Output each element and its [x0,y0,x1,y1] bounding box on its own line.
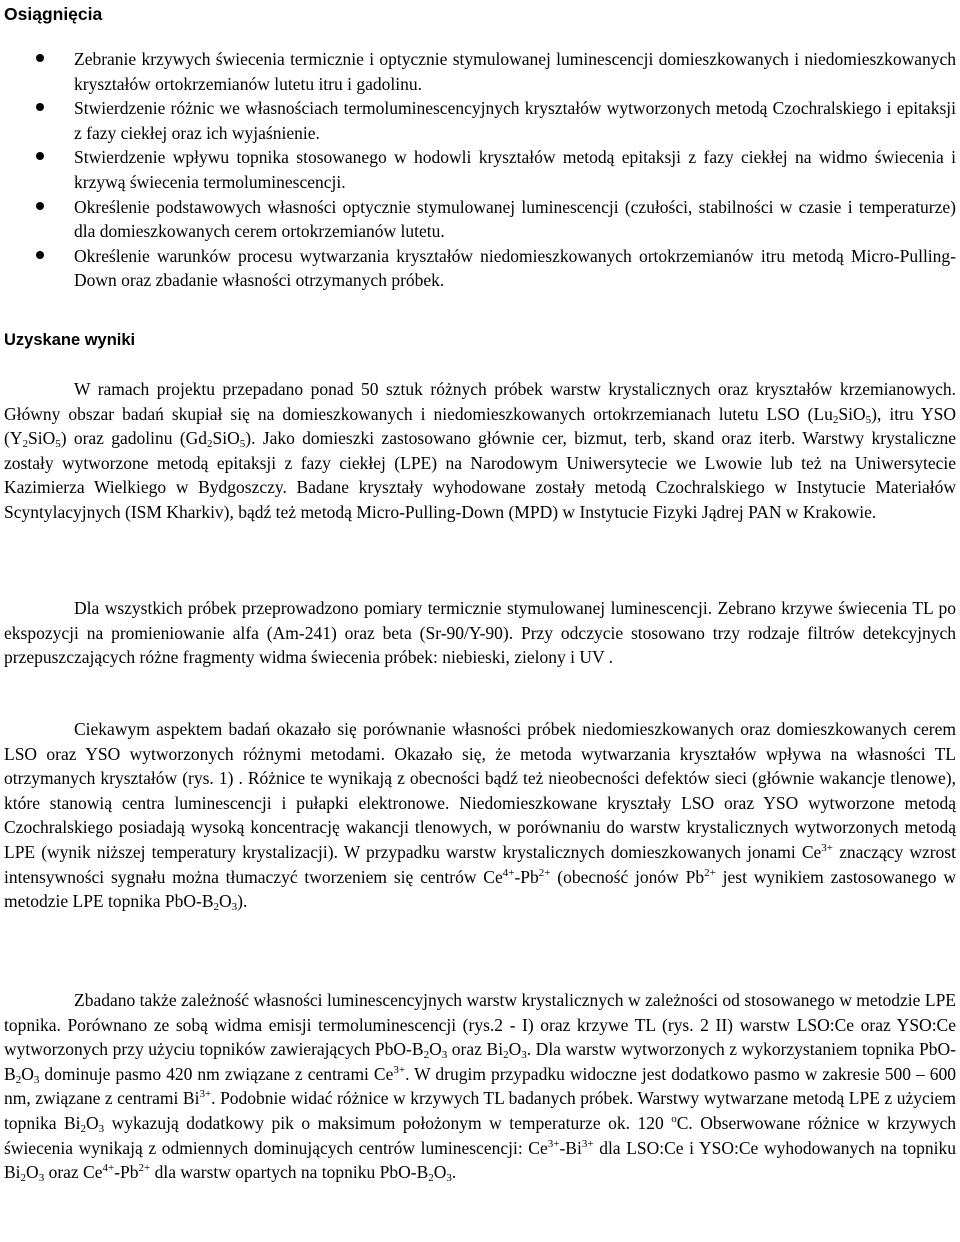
subscript: 5 [55,438,61,451]
subscript: 2 [503,1049,509,1062]
paragraph-flux [4,988,956,1185]
list-item [4,96,956,145]
text-run: ) oraz gadolinu (Gd [60,428,208,449]
text-run: dla LSO:Ce i YSO:Ce wyhodowanych na topniku Bi [4,1137,956,1183]
superscript: 3+ [393,1063,406,1076]
superscript: o [671,1112,677,1125]
bullet-icon [36,251,44,259]
subscript: 3 [38,1172,45,1185]
bullet-icon [36,103,44,111]
text-run: ). Jako domieszki zastosowano głównie cer, bizmut, terb, skand oraz iterb. Warstwy krystaliczne zostały wytworzone metodą epitaksji z fazy ciekłej (LPE) na Narodowym Uniwersytecie we Lwowie lub też na Uniwersytecie Kazimierza Wielkiego w Bydgoszczy. Badane kryształy wyhodowane zostały metodą Czochralskiego w Instytucie Materiałów Scyntylacyjnych (ISM Kharkiv), bądź też metodą Micro-Pulling-Down (MPD) w Instytucie Fizyki Jądrej PAN w Krakowie. [4,428,956,522]
superscript: 3+ [581,1137,594,1150]
text-run: jest wynikiem zastosowanego w metodzie LPE topnika PbO-B [4,866,956,912]
list-item-text: Zebranie krzywych świecenia termicznie i optycznie stymulowanej luminescencji domieszkowanych i niedomieszkowanych kryształów ortokrzemianów lutetu itru i gadolinu. [74,49,956,94]
text-run: -Pb [514,866,539,887]
text-run: . Podobnie widać różnice w krzywych TL badanych próbek. Warstwy wytwarzane metodą LPE z użyciem topnika Bi [4,1088,957,1133]
text-run: O [508,1039,522,1060]
text-run: O [219,891,232,912]
text-run: SiO [838,403,866,424]
list-item [4,145,956,194]
paragraph-measurements [4,596,956,670]
subscript: 5 [239,438,246,451]
superscript: 3+ [199,1088,212,1101]
text-run: O [21,1063,34,1084]
text-run: Dla wszystkich próbek przeprowadzono pomiary termicznie stymulowanej luminescencji. Zebrano krzywe świecenia TL po ekspozycji na promieniowanie alfa (Am-241) oraz beta (Sr-90/Y-90). Przy odczycie stosowano trzy rodzaje filtrów detekcyjnych przepuszczających różne fragmenty widma świecenia próbek: niebieski, zielony i UV . [4,598,956,668]
text-run: (obecność jonów Pb [550,866,705,887]
subscript: 5 [865,413,872,426]
subscript: 2 [20,1172,27,1185]
superscript: 3+ [547,1137,560,1150]
text-run: dominuje pasmo 420 nm związane z centrami Ce [39,1063,394,1084]
superscript: 3+ [821,841,834,854]
text-run: O [26,1162,39,1183]
list-item-text: Stwierdzenie różnic we własnościach termoluminescencyjnych kryształów wytworzonych metodą Czochralskiego i epitaksji z fazy ciekłej oraz ich wyjaśnienie. [74,98,956,143]
section-heading-achievements: Osiągnięcia [4,4,103,24]
subscript: 3 [446,1172,452,1185]
subscript: 2 [207,438,213,451]
text-run: W ramach projektu przepadano ponad 50 sztuk różnych próbek warstw krystalicznych oraz kryształów krzemianowych. Główny obszar badań skupiał się na domieszkowanych i niedomieszkowanych ortokrzemianach lutetu LSO (Lu [4,379,956,424]
paragraph-comparison [4,717,956,914]
text-run: ), itru YSO (Y [4,403,956,449]
superscript: 4+ [102,1162,115,1175]
text-run: ). [237,891,248,912]
subscript: 2 [428,1172,434,1185]
superscript: 2+ [704,866,716,879]
list-item [4,195,956,244]
list-item [4,244,956,293]
subscript: 2 [15,1073,22,1086]
text-run: SiO [27,428,56,449]
subscript: 2 [80,1122,87,1135]
text-run: Zbadano także zależność własności luminescencyjnych warstw krystalicznych w zależności od stosowanego w metodzie LPE topnika. Porównano ze sobą widma emisji termoluminescencji (rys.2 - I) oraz krzywe TL (rys. 2 II) warstw LSO:Ce oraz YSO:Ce wytworzonych przy użyciu topników zawierających PbO-B [4,990,956,1060]
list-item-text: Określenie podstawowych własności optycznie stymulowanej luminescencji (czułości, stabilności w czasie i temperaturze) dla domieszkowanych cerem ortokrzemianów lutetu. [74,196,956,242]
paragraph-samples [4,377,956,525]
text-run: -Bi [559,1137,582,1158]
bullet-icon [36,202,44,210]
text-run: O [86,1112,99,1133]
text-run: oraz Ce [44,1162,103,1183]
section-heading-results: Uzyskane wyniki [4,331,136,349]
subscript: 3 [98,1122,105,1135]
text-run: C. Obserwowane różnice w krzywych świecenia wynikają z odmiennych dominujących centrów luminescencji: Ce [4,1112,956,1158]
subscript: 2 [832,413,839,426]
text-run: . Dla warstw wytworzonych z wykorzystaniem topnika PbO-B [4,1039,956,1084]
text-run: -Pb [114,1162,139,1183]
text-run: . [451,1162,457,1183]
text-run: Ciekawym aspektem badań okazało się porównanie własności próbek niedomieszkowanych oraz domieszkowanych cerem LSO oraz YSO wytworzonych różnymi metodami. Okazało się, że metoda wytwarzania kryształów wpływa na własności TL otrzymanych kryształów (rys. 1) . Różnice te wynikają z obecności bądź też nieobecności defektów sieci (głównie wakancje tlenowe), które stanowią centra luminescencji i pułapki elektronowe. Niedomieszkowane kryształy LSO oraz YSO wytworzone metodą Czochralskiego posiadają wysoką koncentrację wakancji tlenowych, w porównaniu do warstw krystalicznych wytworzonych metodą LPE (wynik niższej temperatury krystalizacji). W przypadku warstw krystalicznych domieszkowanych jonami Ce [4,719,956,862]
bullet-icon [36,152,44,160]
subscript: 2 [213,901,219,914]
list-item-text: Stwierdzenie wpływu topnika stosowanego w hodowli kryształów metodą epitaksji z fazy ciekłej na widmo świecenia i krzywą świecenia termoluminescencji. [74,147,956,192]
subscript: 3 [231,901,238,914]
text-run: wykazują dodatkowy pik o maksimum położonym w temperaturze ok. 120 [104,1112,672,1133]
text-run: znaczący wzrost intensywności sygnału można tłumaczyć tworzeniem się centrów Ce [4,841,956,887]
bullet-icon [36,54,44,62]
text-run: oraz Bi [447,1039,504,1060]
subscript: 2 [22,438,28,451]
list-item [4,47,956,96]
achievements-list [4,47,956,293]
text-run: . W drugim przypadku widoczne jest dodatkowo pasmo w zakresie 500 – 600 nm, związane z centrami Bi [4,1063,956,1109]
subscript: 3 [521,1049,527,1062]
text-run: O [433,1162,447,1183]
subscript: 2 [423,1049,430,1062]
superscript: 2+ [538,866,551,879]
superscript: 2+ [138,1162,151,1175]
superscript: 4+ [502,866,515,879]
text-run: dla warstw opartych na topniku PbO-B [150,1162,429,1183]
subscript: 3 [441,1049,448,1062]
list-item-text: Określenie warunków procesu wytwarzania kryształów niedomieszkowanych ortokrzemianów itru metodą Micro-Pulling-Down oraz zbadanie własności otrzymanych próbek. [74,245,956,291]
subscript: 3 [33,1073,40,1086]
text-run: SiO [212,428,240,449]
text-run: O [429,1039,442,1060]
